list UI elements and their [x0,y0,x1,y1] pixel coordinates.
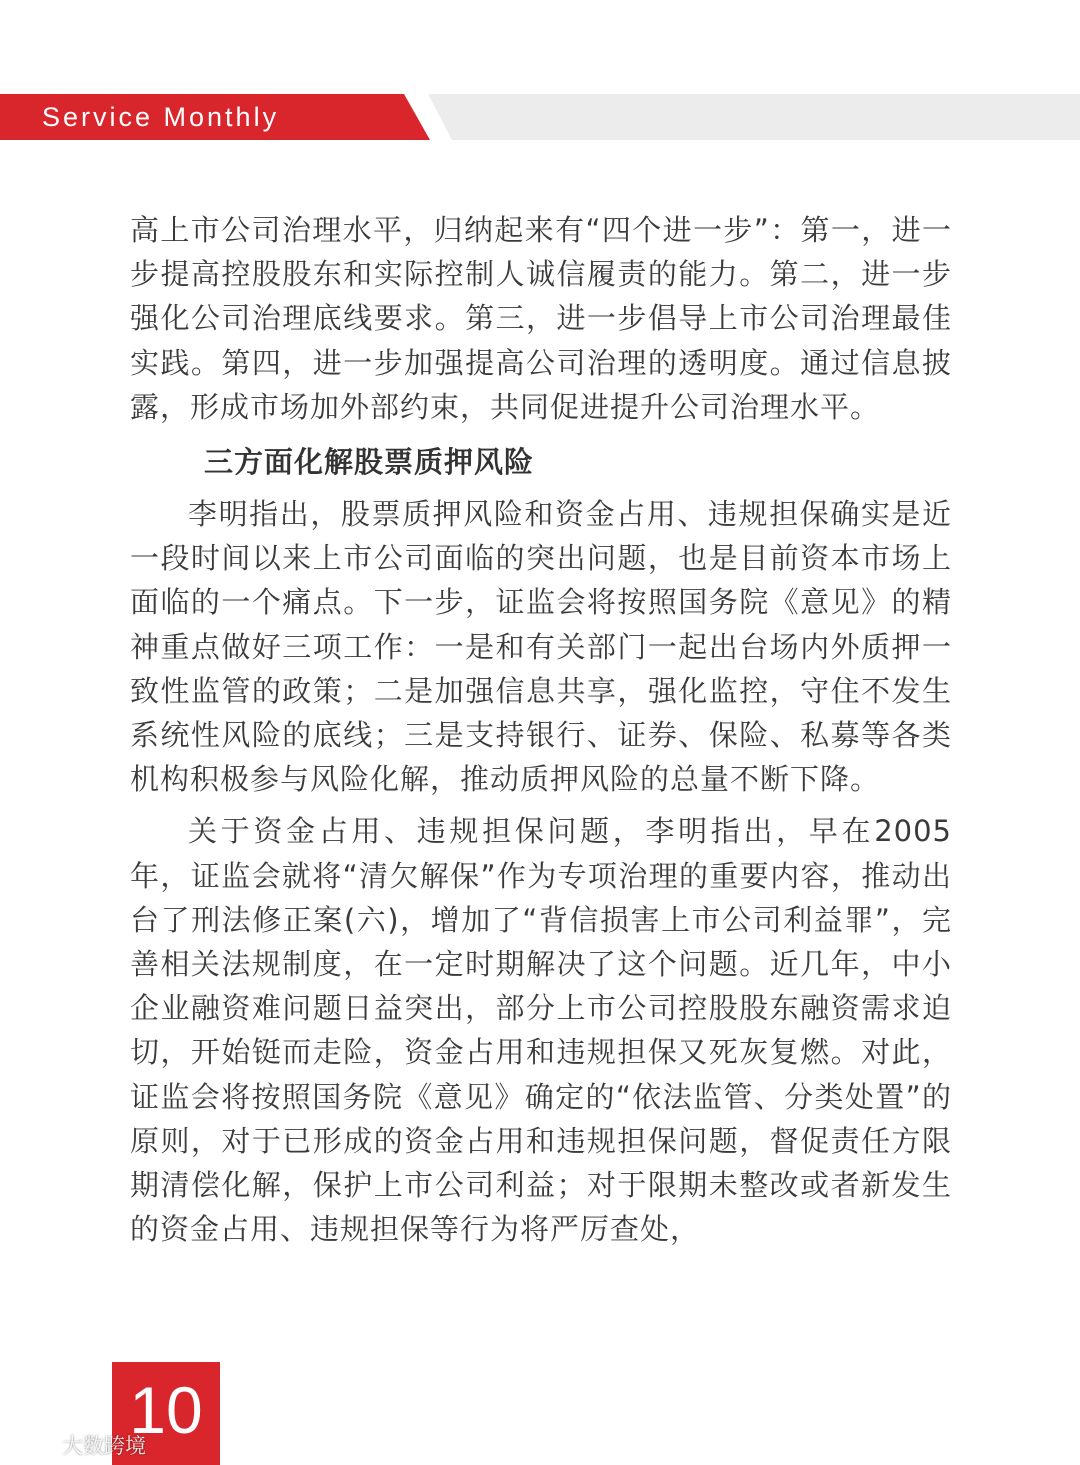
watermark-text: 大数跨境 [62,1434,146,1458]
article-paragraph-2: 李明指出，股票质押风险和资金占用、违规担保确实是近一段时间以来上市公司面临的突出问题，也是目前资本市场上面临的一个痛点。下一步，证监会将按照国务院《意见》的精神重点做好三项工作：一是和有关部门一起出台场内外质押一致性监管的政策；二是加强信息共享，强化监控，守住不发生系统性风险的底线；三是支持银行、证券、保险、私募等各类机构积极参与风险化解，推动质押风险的总量不断下降。 [130,497,952,797]
section-subheading: 三方面化解股票质押风险 [204,445,535,480]
header-grey-band [428,94,1080,140]
article-paragraph-1: 高上市公司治理水平，归纳起来有“四个进一步”：第一，进一步提高控股股东和实际控制人诚信履责的能力。第二，进一步强化公司治理底线要求。第三，进一步倡导上市公司治理最佳实践。第四，进一步加强提高公司治理的透明度。通过信息披露，形成市场加外部约束，共同促进提升公司治理水平。 [130,213,952,424]
header-title: Service Monthly [42,102,280,132]
article-body [130,208,952,1251]
page-number: 10 [129,1373,203,1447]
watermark [12,1430,146,1460]
logo-mark-icon [12,1432,56,1458]
article-paragraph-3: 关于资金占用、违规担保问题，李明指出，早在2005年，证监会就将“清欠解保”作为专项治理的重要内容，推动出台了刑法修正案(六)，增加了“背信损害上市公司利益罪”，完善相关法规制度，在一定时期解决了这个问题。近几年，中小企业融资难问题日益突出，部分上市公司控股股东融资需求迫切，开始铤而走险，资金占用和违规担保又死灰复燃。对此，证监会将按照国务院《意见》确定的“依法监管、分类处置”的原则，对于已形成的资金占用和违规担保问题，督促责任方限期清偿化解，保护上市公司利益；对于限期未整改或者新发生的资金占用、违规担保等行为将严厉查处， [130,814,952,1247]
